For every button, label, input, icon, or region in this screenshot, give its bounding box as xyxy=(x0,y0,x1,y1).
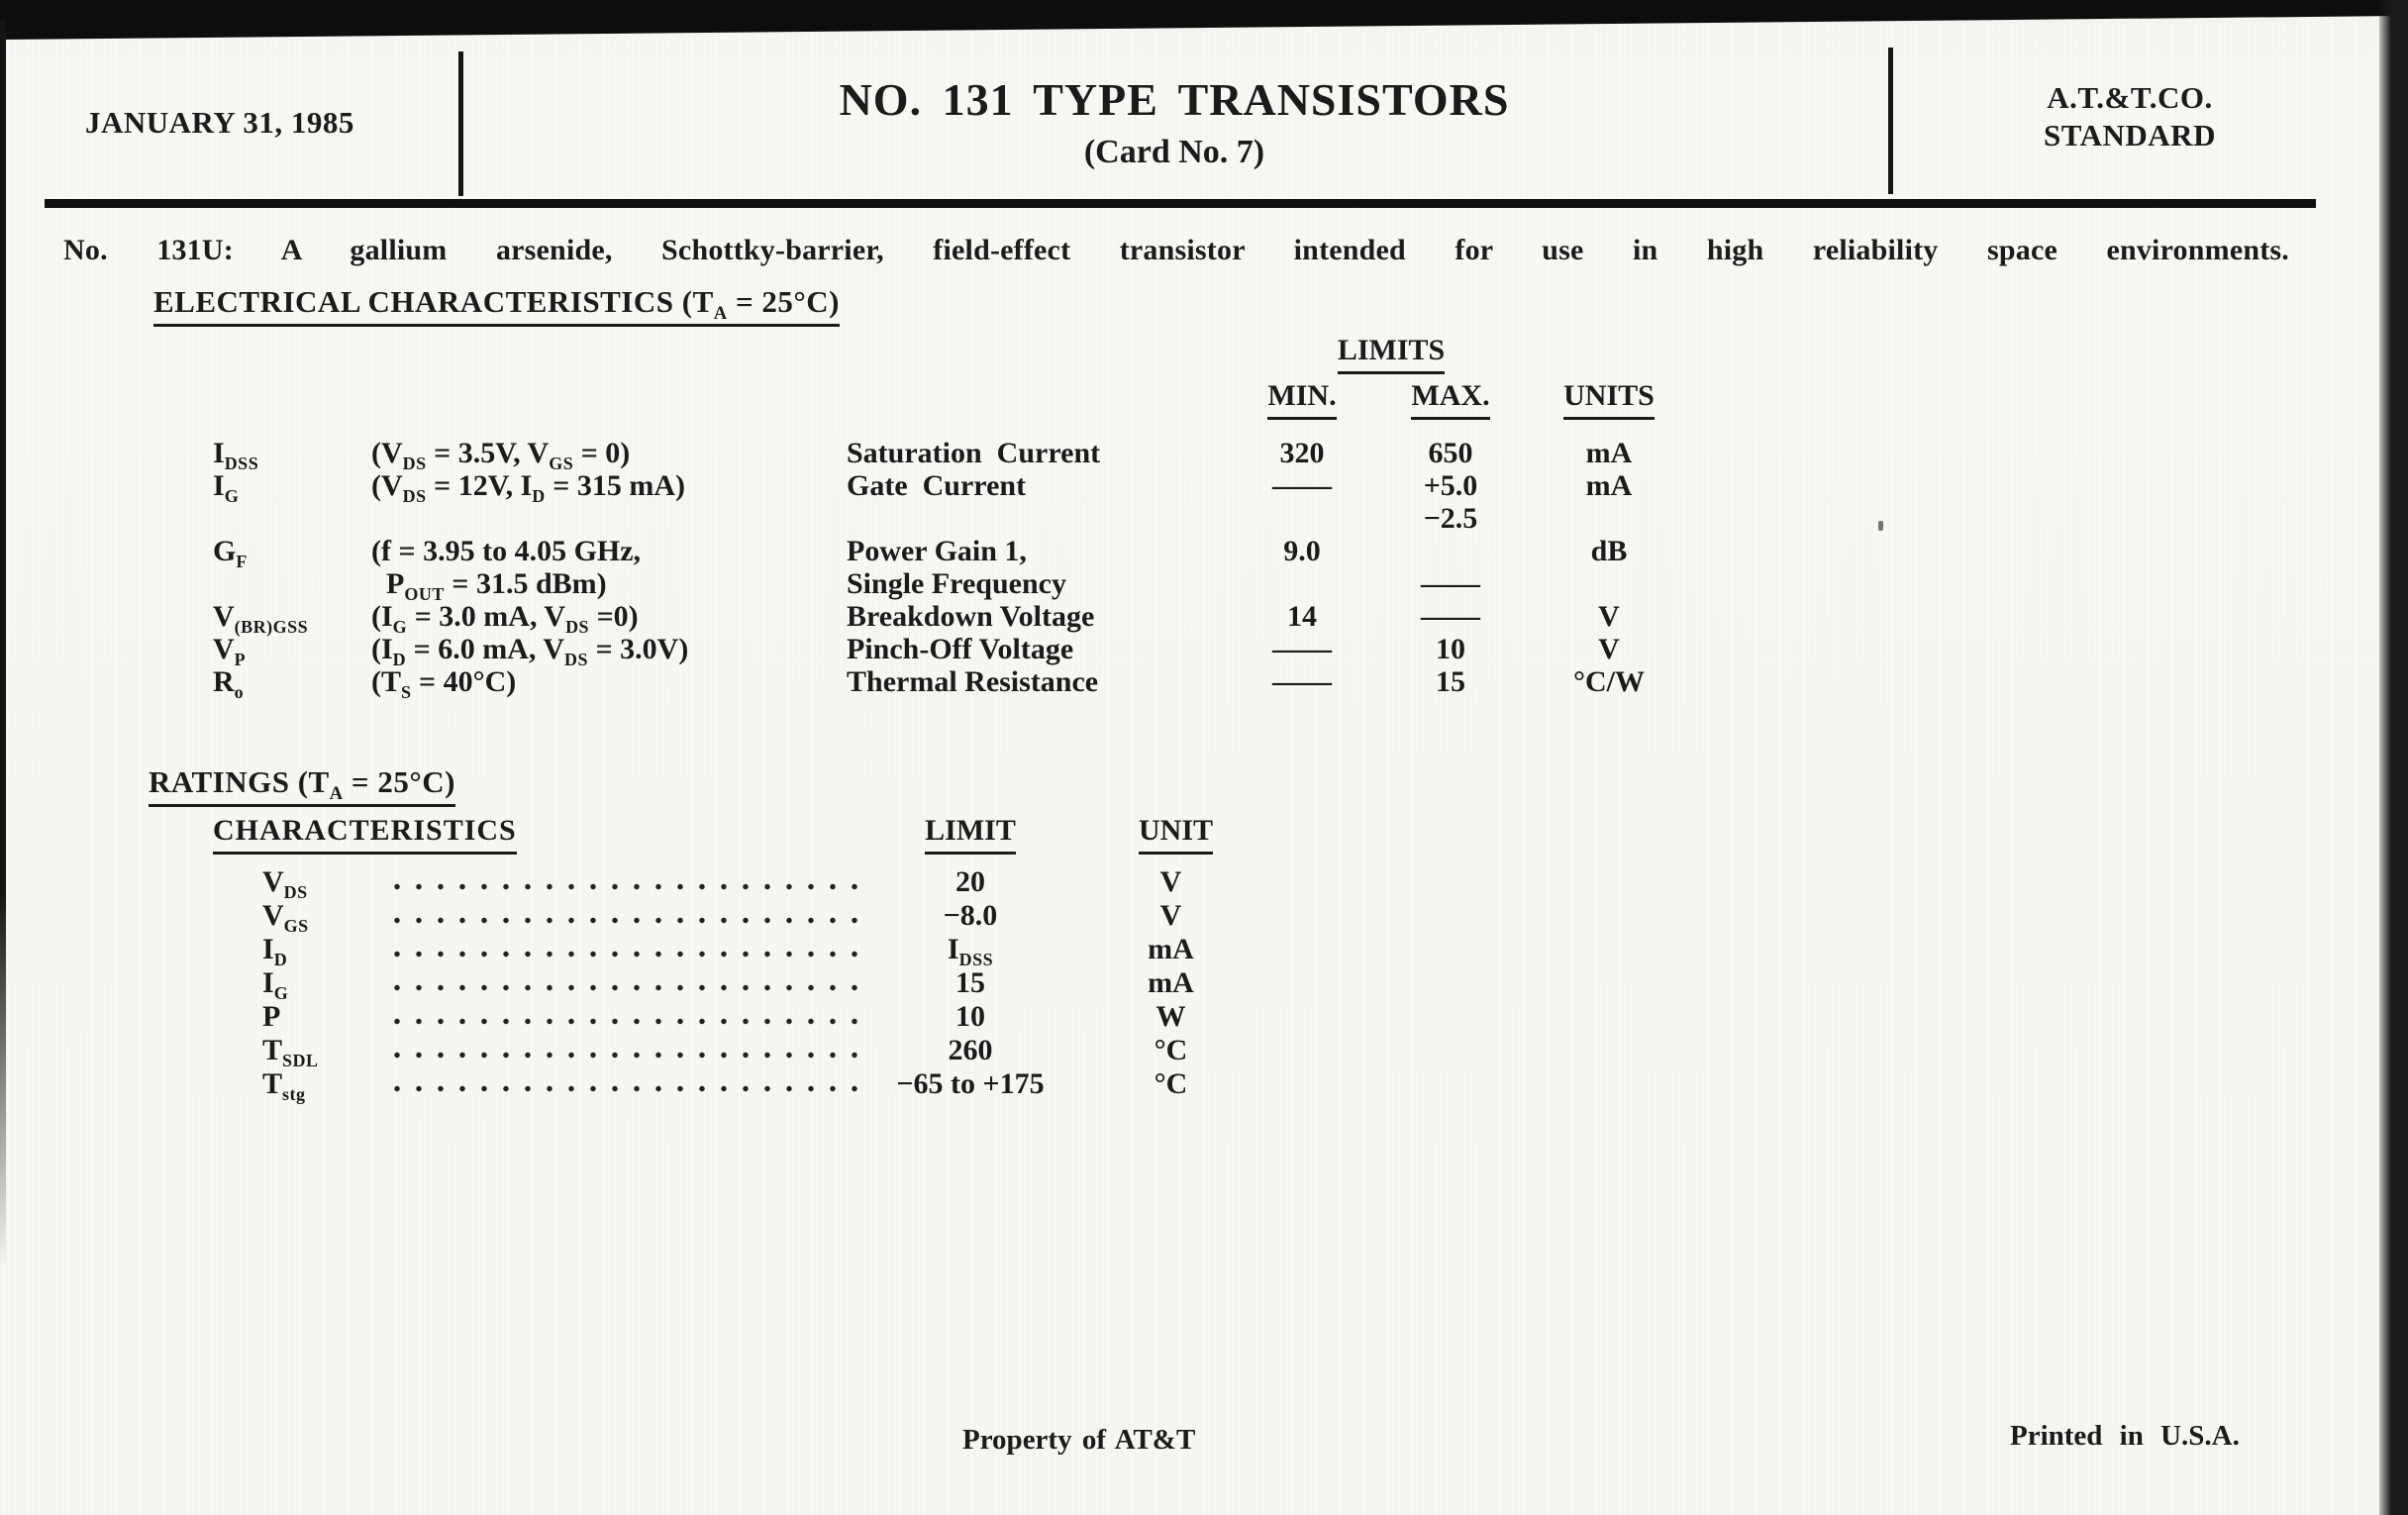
min-cell: 320 xyxy=(1279,437,1325,469)
org-stamp xyxy=(1893,79,2366,154)
table-row xyxy=(213,665,1678,702)
dotted-leader xyxy=(386,933,871,966)
units-cell: dB xyxy=(1590,535,1628,567)
scan-top-border xyxy=(0,0,2408,42)
scan-right-border xyxy=(2379,0,2408,1515)
electrical-table xyxy=(213,334,1678,702)
limits-label: LIMITS xyxy=(1338,334,1445,374)
col-header-characteristics: CHARACTERISTICS xyxy=(213,814,517,855)
col-header-unit: UNIT xyxy=(1074,814,1277,855)
limit-cell: 20 xyxy=(955,865,985,898)
unit-cell: °C xyxy=(1154,1067,1188,1100)
symbol-cell: $T_{stg}$ xyxy=(262,1067,306,1104)
units-cell: V xyxy=(1598,633,1620,665)
electrical-heading-text: ELECTRICAL CHARACTERISTICS $(T_A = 25^\circ C)$ xyxy=(153,284,840,327)
max-cell: —— xyxy=(1421,600,1480,633)
units-cell: °C/W xyxy=(1573,665,1645,698)
limit-cell: 15 xyxy=(955,966,985,999)
device-description: No. 131U: A gallium arsenide, Schottky-barrier, field-effect transistor intended for use in high reliability space environments. xyxy=(63,234,2289,266)
header-title-block xyxy=(460,73,1888,171)
unit-cell: W xyxy=(1155,1000,1186,1033)
conditions-cell: ($I_G = 3.0$ mA, $V_{DS} =0$) xyxy=(371,600,639,637)
units-cell: mA xyxy=(1585,469,1633,502)
electrical-rows xyxy=(213,437,1678,702)
units-cell: V xyxy=(1598,600,1620,633)
table-row xyxy=(262,966,1272,1003)
page-title: NO. 131 TYPE TRANSISTORS xyxy=(839,74,1510,125)
limit-cell: 260 xyxy=(948,1034,993,1066)
table-row xyxy=(262,1067,1272,1104)
table-row xyxy=(262,865,1272,902)
table-row xyxy=(262,1034,1272,1070)
unit-cell: mA xyxy=(1148,966,1194,999)
limit-cell: $I_{DSS}$ xyxy=(947,933,994,969)
symbol-cell: $I_{DSS}$ xyxy=(213,437,259,473)
unit-cell: mA xyxy=(1148,933,1194,965)
description-cell: Thermal Resistance xyxy=(847,665,1099,698)
col-header-units: UNITS xyxy=(1540,379,1678,420)
max-cell: 15 xyxy=(1436,665,1465,698)
description-cell: Pinch-Off Voltage xyxy=(847,633,1074,665)
card-number: (Card No. 7) xyxy=(1083,134,1265,170)
scan-left-border xyxy=(0,20,6,1267)
dotted-leader xyxy=(386,865,871,899)
table-row xyxy=(213,600,1678,637)
units-cell: mA xyxy=(1585,437,1633,469)
col-header-min: MIN. xyxy=(1243,379,1361,420)
table-row xyxy=(262,1000,1272,1034)
table-row xyxy=(213,535,1678,604)
header-rule xyxy=(45,199,2316,208)
symbol-cell: $I_D$ xyxy=(262,933,288,969)
col-header-max: MAX. xyxy=(1361,379,1540,420)
dotted-leader xyxy=(386,1000,871,1034)
description-cell: Power Gain 1, Single Frequency xyxy=(847,535,1066,600)
scan-speck xyxy=(1878,521,1883,531)
min-cell: 14 xyxy=(1287,600,1317,633)
max-cell: 10 xyxy=(1436,633,1465,665)
dotted-leader xyxy=(386,899,871,933)
conditions-cell: $(T_S = 40^\circ C)$ xyxy=(371,665,517,702)
table-row xyxy=(213,437,1678,473)
description-cell: Saturation Current xyxy=(847,437,1101,469)
description-cell: Breakdown Voltage xyxy=(847,600,1095,633)
footer-printed: Printed in U.S.A. xyxy=(2010,1420,2240,1452)
ratings-table xyxy=(262,865,1272,1104)
table-row xyxy=(262,933,1272,969)
unit-cell: °C xyxy=(1154,1034,1188,1066)
symbol-cell: $T_{SDL}$ xyxy=(262,1034,319,1070)
org-name: A.T.&T.CO. xyxy=(2047,80,2213,115)
col-header-limit: LIMIT xyxy=(871,814,1069,855)
min-cell: —— xyxy=(1272,469,1332,502)
limit-cell: −8.0 xyxy=(943,899,998,932)
description-cell: Gate Current xyxy=(847,469,1027,502)
symbol-cell: $I_G$ xyxy=(213,469,240,506)
symbol-cell: $V_P$ xyxy=(213,633,247,669)
table-row xyxy=(213,633,1678,669)
dotted-leader xyxy=(386,966,871,1000)
max-cell: —— xyxy=(1421,567,1480,600)
symbol-cell: $G_F$ xyxy=(213,535,248,571)
max-cell: 650 xyxy=(1428,437,1473,469)
org-standard: STANDARD xyxy=(2044,118,2216,152)
min-cell: 9.0 xyxy=(1283,535,1321,567)
electrical-column-headers xyxy=(213,379,1678,417)
conditions-cell: ($I_D = 6.0$ mA, $V_{DS} = 3.0V$) xyxy=(371,633,689,669)
limit-cell: 10 xyxy=(955,1000,985,1033)
table-row xyxy=(213,469,1678,535)
symbol-cell: P xyxy=(262,1000,281,1033)
conditions-cell: (f = 3.95 to 4.05 GHz, $P_{OUT} = 31.5$ dBm) xyxy=(371,535,642,604)
max-cell: +5.0 −2.5 xyxy=(1423,469,1478,535)
symbol-cell: $V_{GS}$ xyxy=(262,899,309,936)
electrical-heading xyxy=(153,284,840,327)
dotted-leader xyxy=(386,1034,871,1067)
limits-header xyxy=(1243,334,1540,379)
footer-property: Property of AT&T xyxy=(962,1424,1196,1456)
min-cell: —— xyxy=(1272,665,1332,698)
min-cell: —— xyxy=(1272,633,1332,665)
table-row xyxy=(262,899,1272,936)
symbol-cell: $R_o$ xyxy=(213,665,245,702)
symbol-cell: $I_G$ xyxy=(262,966,289,1003)
unit-cell: V xyxy=(1159,899,1182,932)
ratings-heading-text: RATINGS $(T_A = 25^\circ C)$ xyxy=(149,764,455,807)
symbol-cell: $V_{(BR)GSS}$ xyxy=(213,600,309,637)
conditions-cell: ($V_{DS} = 12V$, $I_D = 315$ mA) xyxy=(371,469,685,506)
ratings-heading xyxy=(149,764,455,807)
symbol-cell: $V_{DS}$ xyxy=(262,865,308,902)
limit-cell: −65 to +175 xyxy=(896,1067,1045,1100)
dotted-leader xyxy=(386,1067,871,1101)
unit-cell: V xyxy=(1159,865,1182,898)
conditions-cell: ($V_{DS} = 3.5V$, $V_{GS} = 0$) xyxy=(371,437,631,473)
header-date: JANUARY 31, 1985 xyxy=(85,105,354,140)
